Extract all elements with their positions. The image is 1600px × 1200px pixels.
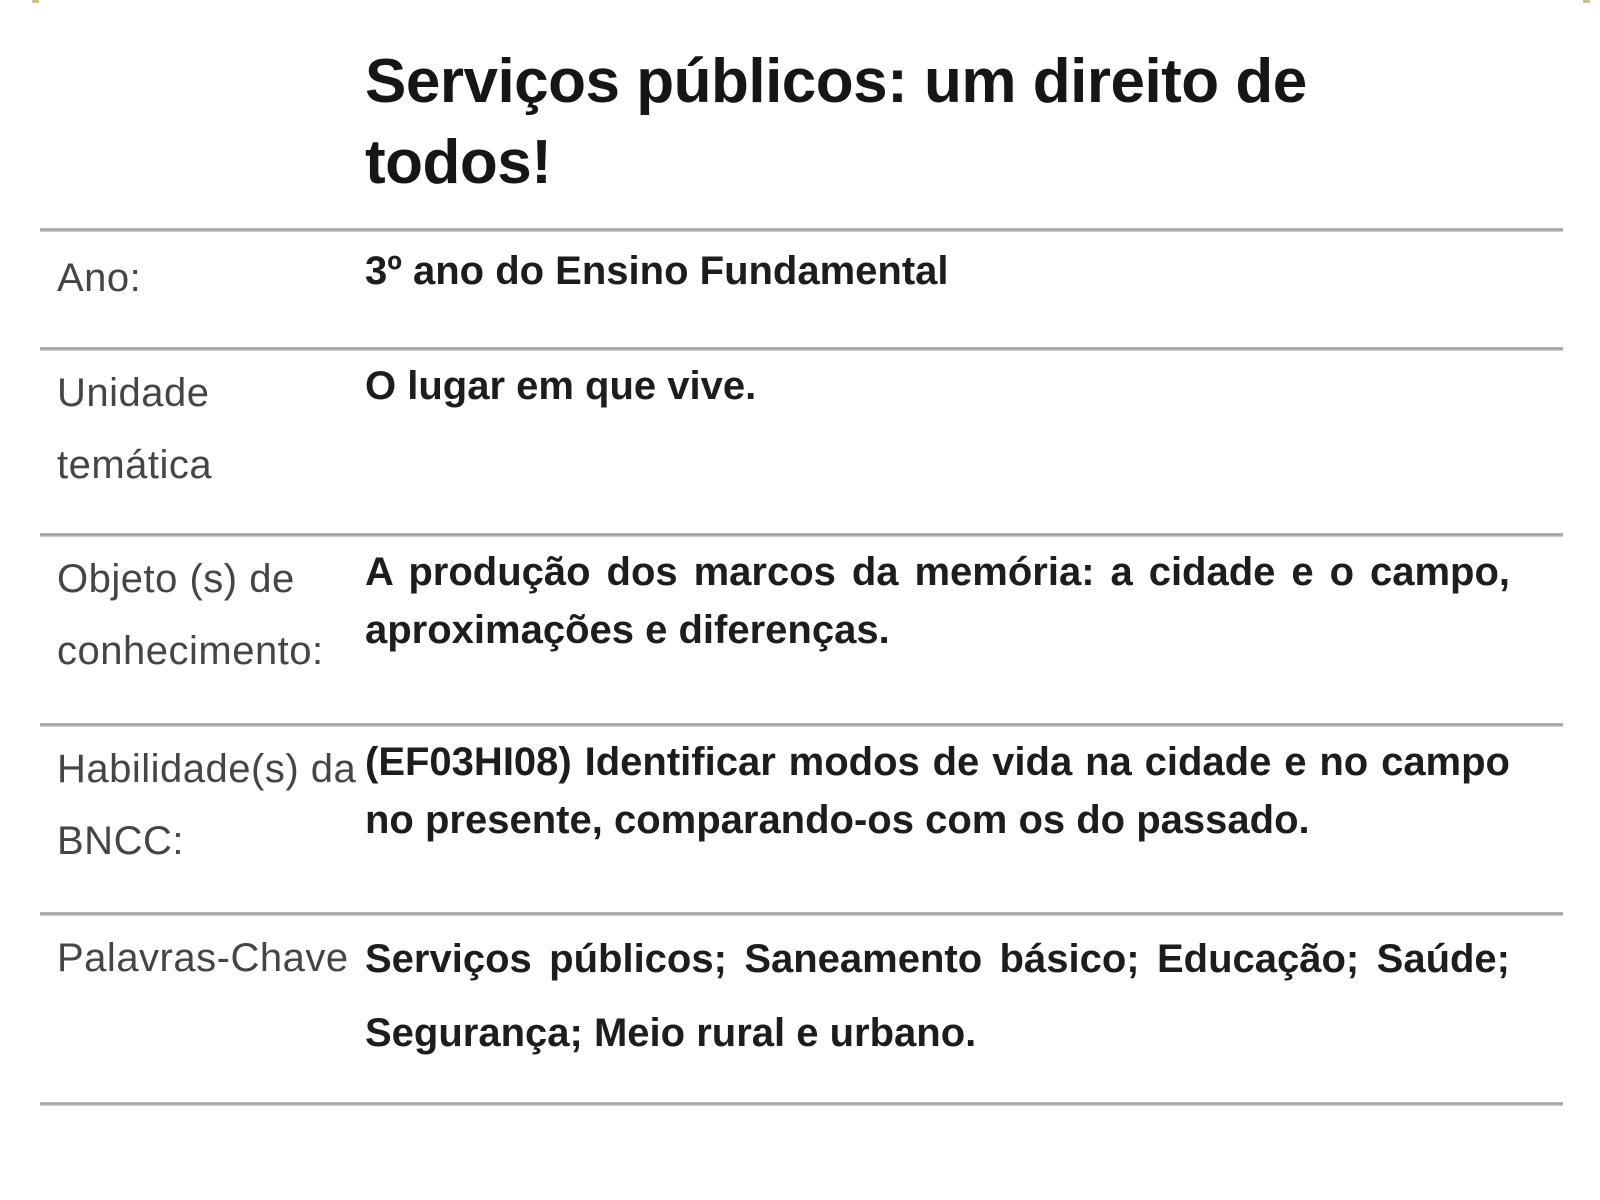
bottom-divider [40,1102,1563,1106]
table-row-palavras-chave [40,916,1563,1102]
row-label-unidade-tematica: Unidade temática [57,371,213,487]
title-block [40,0,1563,228]
row-value-habilidades-bncc: (EF03HI08) Identificar modos de vida na cidade e no campo no presente, comparando-os com os do passado. [365,740,1510,842]
table-row-unidade-tematica [40,351,1563,533]
row-label-habilidades-bncc: Habilidade(s) da BNCC: [57,747,357,863]
table-row-objeto-de-conhecimento [40,537,1563,723]
table-row-ano [40,232,1563,347]
row-value-objeto-de-conhecimento: A produção dos marcos da memória: a cidade e o campo, aproximações e diferenças. [365,550,1510,652]
row-label-objeto-de-conhecimento: Objeto (s) de conhecimento: [57,557,324,673]
row-label-ano: Ano: [57,256,142,300]
table-row-habilidades-bncc [40,727,1563,912]
lesson-info-table [0,232,1600,1106]
row-label-palavras-chave: Palavras-Chave [57,936,349,980]
top-right-edge-artifact [1583,0,1590,3]
row-value-palavras-chave: Serviços públicos; Saneamento básico; Educação; Saúde; Segurança; Meio rural e urbano. [365,937,1510,1055]
row-value-ano: 3º ano do Ensino Fundamental [365,249,949,293]
row-value-unidade-tematica: O lugar em que vive. [365,364,757,408]
top-left-edge-artifact [32,0,39,3]
page-title: Serviços públicos: um direito de todos! [365,47,1307,197]
